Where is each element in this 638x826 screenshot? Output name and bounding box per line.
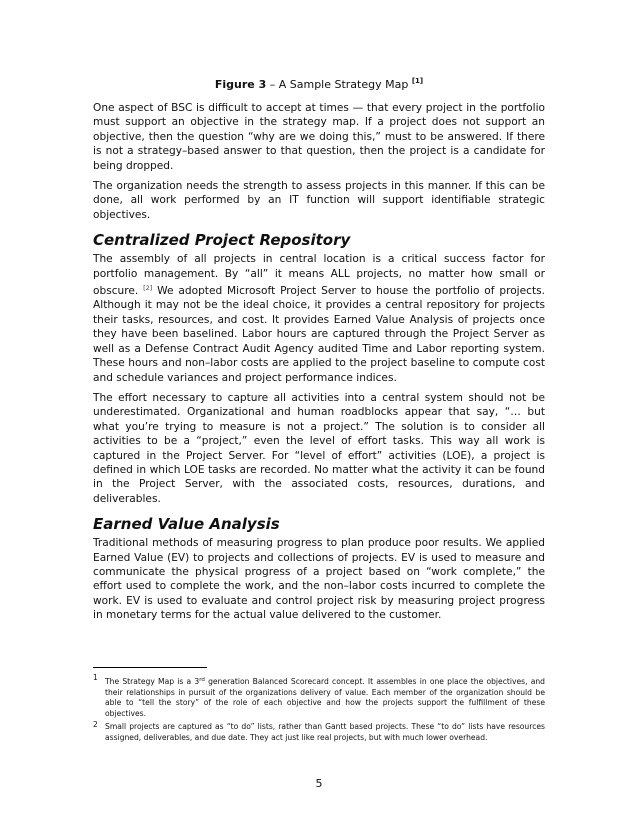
- footnote-1-number: 1: [93, 673, 98, 682]
- footnote-1-text: [105, 677, 545, 718]
- footnotes: [93, 675, 545, 747]
- footnote-2: [93, 722, 545, 743]
- paragraph-effort-capture: The effort necessary to capture all activities into a central system should not be underestimated. Organizational and human roadblocks appear that say, “… but what you’re trying to measure is not a project.” The solution is to consider all activities to be a “project,” even the level of effort tasks. This way all work is captured in the Project Server. For “level of effort” activities (LOE), a project is defined in which LOE tasks are recorded. No matter what the activity it can be found in the Project Server, with the associated costs, resources, durations, and deliverables.: [93, 391, 545, 505]
- main-content: [93, 74, 545, 629]
- paragraph-assess-projects: The organization needs the strength to assess projects in this manner. If this can be done, all work performed by an IT function will support identifiable strategic objectives.: [93, 180, 545, 221]
- heading-earned-value: Earned Value Analysis: [93, 515, 280, 534]
- paragraph-earned-value: Traditional methods of measuring progress to plan produce poor results. We applied Earned Value (EV) to projects and collections of projects. EV is used to measure and communicate the physical progress of a project based on “work complete,” the effort used to complete the work, and the non–labor costs incurred to complete the work. EV is used to evaluate and control project risk by measuring project progress in monetary terms for the actual value delivered to the customer.: [93, 537, 545, 622]
- heading-centralized-repository: Centralized Project Repository: [93, 231, 351, 250]
- paragraph-central-location-part2: We adopted Microsoft Project Server to house the portfolio of projects. Although it may not be the ideal choice, it provides a central repository for projects their tasks, resources, and cost. It provides Earned Value Analysis of projects once they have been baselined. Labor hours are captured through the Project Server as well as a Defense Contract Audit Agency audited Time and Labor reporting system. These hours and non–labor costs are applied to the project baseline to compute cost and schedule variances and project performance indices.: [93, 285, 545, 384]
- footnote-separator: [93, 667, 207, 668]
- footnote-1-text-a: The Strategy Map is a 3: [105, 677, 200, 686]
- paragraph-central-location: [93, 252, 545, 385]
- paragraph-central-location-part1: The assembly of all projects in central location is a critical success factor for portfolio management. By “all” it means ALL projects, no matter how small or obscure.: [93, 253, 545, 298]
- footnote-2-number: 2: [93, 720, 98, 730]
- figure-label: Figure 3: [214, 78, 267, 91]
- figure-reference: [1]: [411, 77, 424, 85]
- footnote-reference-2[interactable]: [2]: [143, 284, 153, 293]
- paragraph-bsc-objectives: One aspect of BSC is difficult to accept at times — that every project in the portfolio must support an objective in the strategy map. If a project does not support an objective, then the question “why are we doing this,” must to be answered. If there is not a strategy–based answer to that question, then the project is a candidate for being dropped.: [93, 102, 545, 172]
- footnote-1-text-b: generation Balanced Scorecard concept. It assembles in one place the objectives, and their relationships in pursuit of the organizations delivery of value. Each member of the organization should be able to “tell the story” of the role of each objective and how the projects support the fulfillment of these objectives.: [105, 677, 545, 718]
- footnote-1: [93, 675, 545, 719]
- page-number: 5: [315, 777, 323, 790]
- footnote-1-superscript: rd: [199, 677, 205, 683]
- figure-caption-text: – A Sample Strategy Map: [266, 78, 412, 91]
- figure-caption: [93, 74, 545, 92]
- footnote-2-text: Small projects are captured as “to do” lists, rather than Gantt based projects. These “to do” lists have resources assigned, deliverables, and due date. They act just like real projects, but with much lower overhead.: [105, 722, 545, 742]
